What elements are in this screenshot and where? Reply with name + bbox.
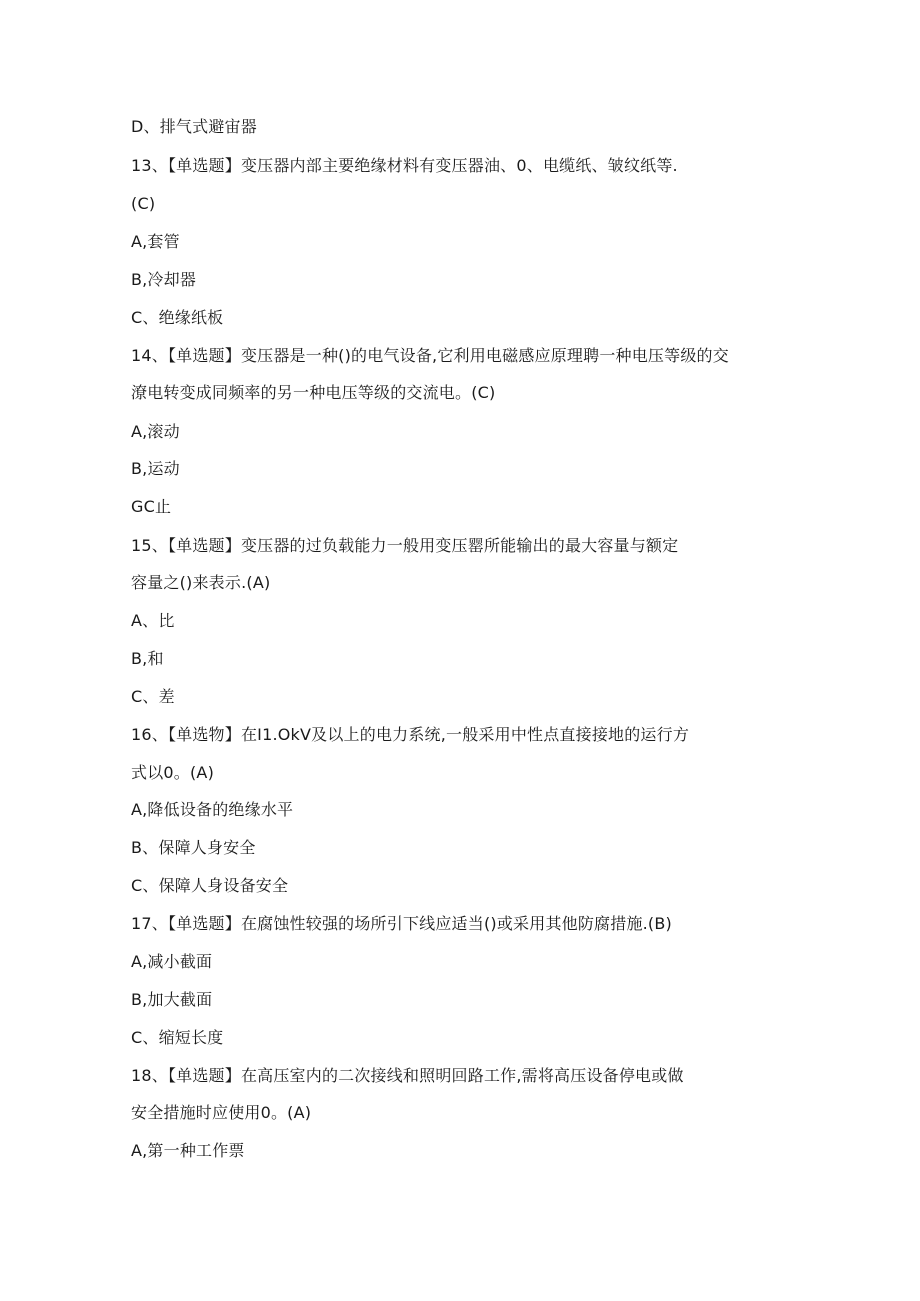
question-15-cont: 容量之()来表示.(A): [131, 573, 271, 592]
option-15-a: A、比: [131, 611, 175, 630]
option-17-b: B,加大截面: [131, 990, 213, 1009]
question-13: 13、【单选题】变压器内部主要绝缘材料有变压器油、0、电缆纸、皱纹纸等.: [131, 156, 678, 175]
option-13-b: B,冷却器: [131, 270, 197, 289]
question-17: 17、【单选题】在腐蚀性较强的场所引下线应适当()或采用其他防腐措施.(B): [131, 914, 672, 933]
option-12-d: D、排气式避宙器: [131, 117, 257, 136]
option-13-a: A,套管: [131, 232, 180, 251]
option-14-b: B,运动: [131, 459, 180, 478]
question-18: 18、【单选题】在高压室内的二次接线和照明回路工作,需将高压设备停电或做: [131, 1066, 684, 1085]
question-16: 16、【单选物】在I1.OkV及以上的电力系统,一般采用中性点直接接地的运行方: [131, 725, 690, 744]
option-13-c: C、绝缘纸板: [131, 308, 224, 327]
question-16-cont: 式以0。(A): [131, 763, 215, 782]
option-17-c: C、缩短长度: [131, 1028, 224, 1047]
question-15: 15、【单选题】变压器的过负载能力一般用变压罂所能输出的最大容量与额定: [131, 536, 679, 555]
question-14: 14、【单选题】变压器是一种()的电气设备,它利用电磁感应原理聘一种电压等级的交: [131, 346, 729, 365]
option-14-c: GC止: [131, 497, 172, 516]
option-14-a: A,滚动: [131, 422, 180, 441]
option-16-a: A,降低设备的绝缘水平: [131, 800, 294, 819]
question-14-cont: 潦电转变成同频率的另一种电压等级的交流电。(C): [131, 383, 496, 402]
question-13-answer: (C): [131, 194, 156, 213]
question-18-cont: 安全措施时应使用0。(A): [131, 1103, 312, 1122]
option-15-c: C、差: [131, 687, 175, 706]
option-16-b: B、保障人身安全: [131, 838, 256, 857]
option-15-b: B,和: [131, 649, 164, 668]
option-18-a: A,第一种工作票: [131, 1141, 245, 1160]
option-16-c: C、保障人身设备安全: [131, 876, 289, 895]
option-17-a: A,减小截面: [131, 952, 213, 971]
